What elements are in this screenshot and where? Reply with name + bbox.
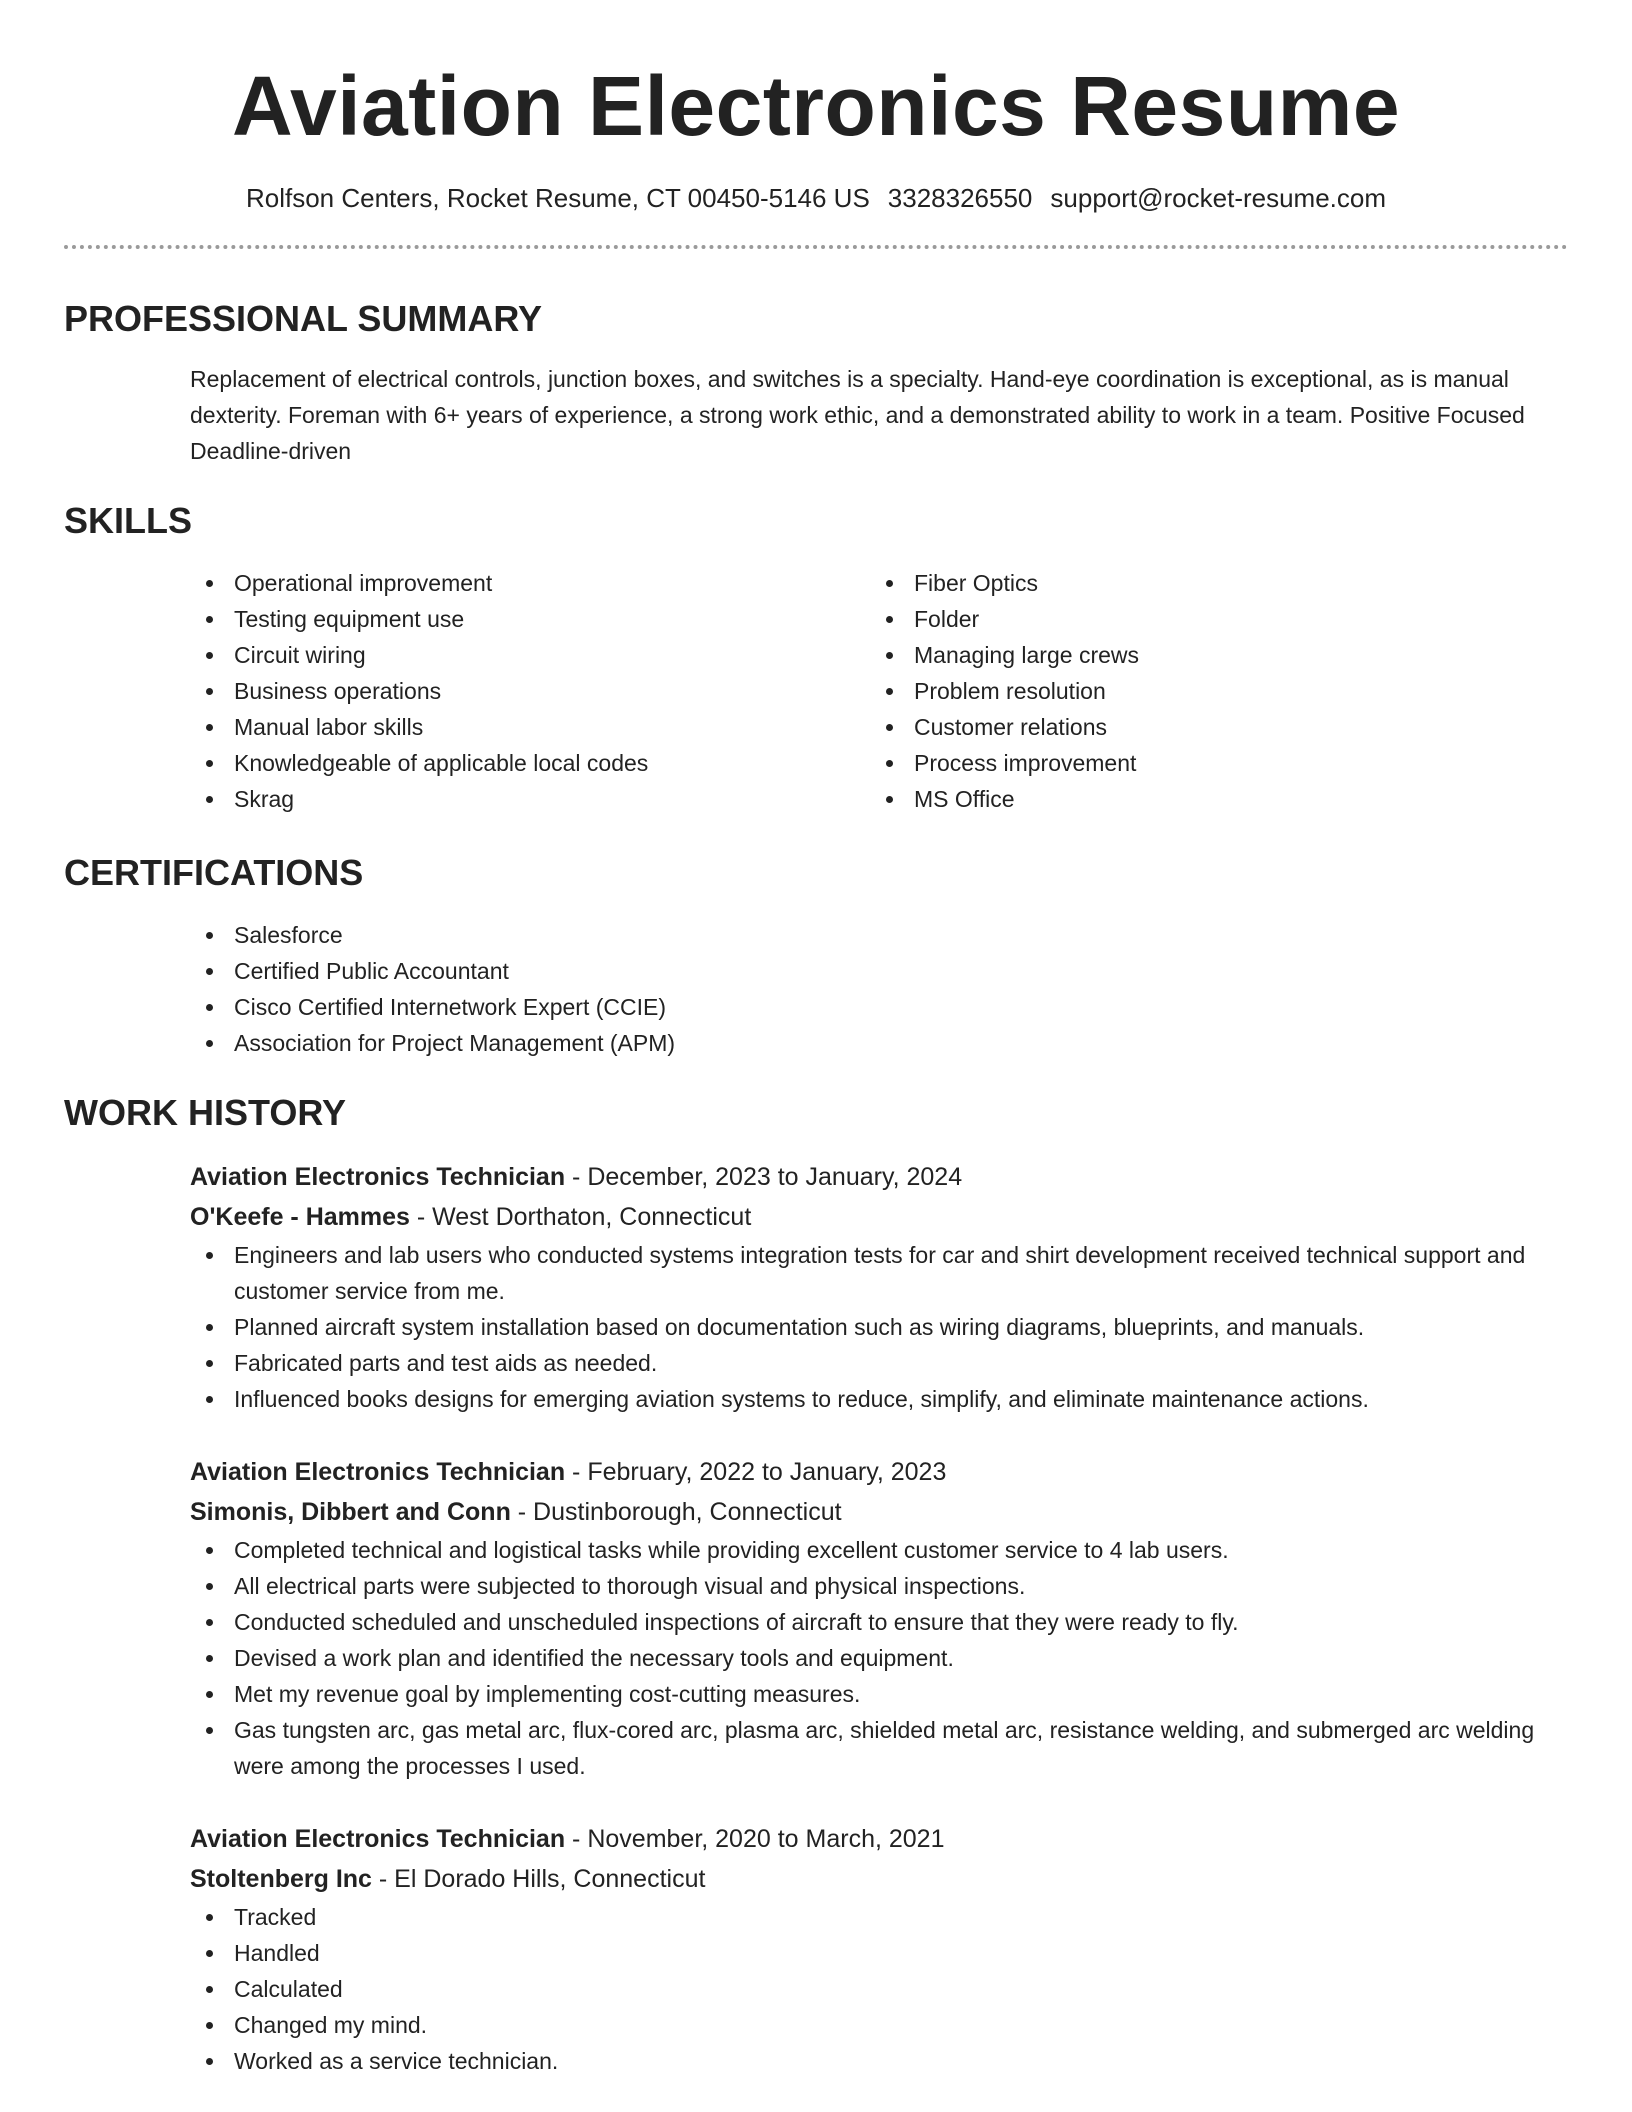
job-dates: - November, 2020 to March, 2021 (565, 1825, 945, 1853)
job-title: Aviation Electronics Technician (190, 1825, 566, 1853)
job-duty: Conducted scheduled and unscheduled inspections of aircraft to ensure that they were ready to fly. (190, 1604, 1568, 1640)
skill-item: Skrag (190, 781, 870, 817)
header-divider (64, 245, 1568, 249)
resume-title: Aviation Electronics Resume (231, 59, 1401, 153)
job-duties (190, 1532, 1568, 1784)
job-location: - Dustinborough, Connecticut (510, 1498, 842, 1526)
job-title-line (190, 1452, 1568, 1492)
job-duty: Gas tungsten arc, gas metal arc, flux-cored arc, plasma arc, shielded metal arc, resistance welding, and submerged arc welding were among the processes I used. (190, 1712, 1568, 1784)
job-company-line (190, 1197, 1568, 1237)
skills-column-right (870, 565, 1550, 817)
job-entry (190, 1819, 1568, 2079)
job-dates: - December, 2023 to January, 2024 (565, 1163, 963, 1191)
summary-heading: PROFESSIONAL SUMMARY (64, 298, 543, 339)
job-location: - El Dorado Hills, Connecticut (371, 1865, 706, 1893)
skill-item: Circuit wiring (190, 637, 870, 673)
certification-item: Association for Project Management (APM) (190, 1025, 1568, 1061)
certifications-heading: CERTIFICATIONS (64, 852, 364, 893)
skill-item: Business operations (190, 673, 870, 709)
certification-item: Certified Public Accountant (190, 953, 1568, 989)
skill-item: Managing large crews (870, 637, 1550, 673)
job-duty: Changed my mind. (190, 2007, 1568, 2043)
job-company: Stoltenberg Inc (190, 1865, 372, 1893)
skill-item: MS Office (870, 781, 1550, 817)
skills-heading: SKILLS (64, 500, 193, 541)
contact-email: support@rocket-resume.com (1050, 183, 1387, 213)
job-duty: Completed technical and logistical tasks while providing excellent customer service to 4 lab users. (190, 1532, 1568, 1568)
job-title-line (190, 1819, 1568, 1859)
skill-item: Problem resolution (870, 673, 1550, 709)
job-title: Aviation Electronics Technician (190, 1163, 566, 1191)
job-entry (190, 1157, 1568, 1417)
job-duty: Planned aircraft system installation based on documentation such as wiring diagrams, blueprints, and manuals. (190, 1309, 1568, 1345)
job-company: Simonis, Dibbert and Conn (190, 1498, 511, 1526)
job-duty: Worked as a service technician. (190, 2043, 1568, 2079)
certification-item: Salesforce (190, 917, 1568, 953)
certifications-bullets (190, 917, 1568, 1061)
contact-address: Rolfson Centers, Rocket Resume, CT 00450-5146 US (245, 183, 870, 213)
skill-item: Testing equipment use (190, 601, 870, 637)
job-duty: Tracked (190, 1899, 1568, 1935)
contact-line (64, 182, 1568, 214)
job-company: O'Keefe - Hammes (190, 1203, 410, 1231)
job-duty: Calculated (190, 1971, 1568, 2007)
certification-item: Cisco Certified Internetwork Expert (CCIE) (190, 989, 1568, 1025)
job-duties (190, 1899, 1568, 2079)
skills-list (190, 565, 1568, 817)
job-entry (190, 1452, 1568, 1784)
job-location: - West Dorthaton, Connecticut (409, 1203, 752, 1231)
certifications-list (190, 917, 1568, 1061)
contact-phone: 3328326550 (887, 183, 1033, 213)
skill-item: Customer relations (870, 709, 1550, 745)
job-duty: Engineers and lab users who conducted systems integration tests for car and shirt development received technical support and customer service from me. (190, 1237, 1568, 1309)
job-title-line (190, 1157, 1568, 1197)
job-company-line (190, 1859, 1568, 1899)
skill-item: Operational improvement (190, 565, 870, 601)
skill-item: Process improvement (870, 745, 1550, 781)
work-history-heading: WORK HISTORY (64, 1092, 347, 1133)
summary-text: Replacement of electrical controls, junction boxes, and switches is a specialty. Hand-eye coordination is exceptional, as is manual dexterity. Foreman with 6+ years of experience, a strong work ethic, and a demonstrated ability to work in a team. Positive Focused Deadline-driven (190, 366, 1525, 464)
job-duty: Fabricated parts and test aids as needed. (190, 1345, 1568, 1381)
skill-item: Folder (870, 601, 1550, 637)
job-duty: Handled (190, 1935, 1568, 1971)
job-duties (190, 1237, 1568, 1417)
job-duty: All electrical parts were subjected to thorough visual and physical inspections. (190, 1568, 1568, 1604)
job-title: Aviation Electronics Technician (190, 1458, 566, 1486)
job-duty: Influenced books designs for emerging aviation systems to reduce, simplify, and eliminate maintenance actions. (190, 1381, 1568, 1417)
job-duty: Met my revenue goal by implementing cost-cutting measures. (190, 1676, 1568, 1712)
skill-item: Knowledgeable of applicable local codes (190, 745, 870, 781)
job-dates: - February, 2022 to January, 2023 (565, 1458, 947, 1486)
skills-column-left (190, 565, 870, 817)
skill-item: Manual labor skills (190, 709, 870, 745)
job-duty: Devised a work plan and identified the necessary tools and equipment. (190, 1640, 1568, 1676)
skill-item: Fiber Optics (870, 565, 1550, 601)
work-history-list (190, 1157, 1568, 2079)
job-company-line (190, 1492, 1568, 1532)
